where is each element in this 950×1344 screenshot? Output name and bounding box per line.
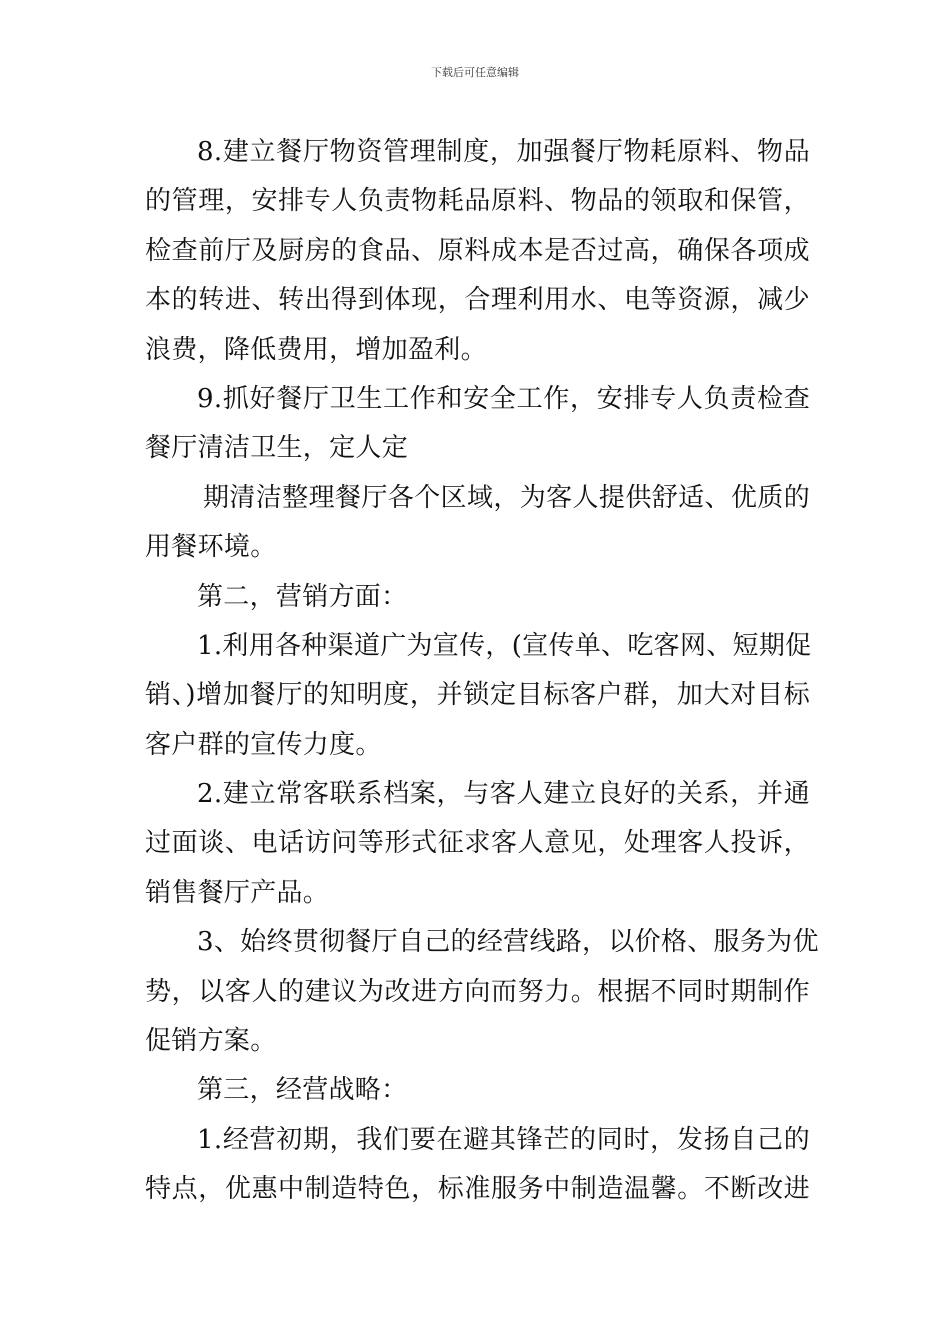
text-line: 销、)增加餐厅的知明度，并锁定目标客户群，加大对目标 (145, 680, 810, 711)
text-line: 过面谈、电话访问等形式征求客人意见，处理客人投诉， (145, 828, 810, 859)
text-line: 3、始终贯彻餐厅自己的经营线路，以价格、服务为优 (197, 927, 819, 958)
text-line: 势，以客人的建议为改进方向而努力。根据不同时期制作 (145, 976, 810, 1007)
text-line: 浪费，降低费用，增加盈利。 (145, 334, 487, 365)
text-line: 9.抓好餐厅卫生工作和安全工作，安排专人负责检查 (197, 383, 810, 414)
text-line: 促销方案。 (145, 1026, 277, 1057)
document-body (145, 128, 819, 1215)
section-heading: 第二，营销方面： (197, 581, 408, 612)
text-line: 客户群的宣传力度。 (145, 729, 382, 760)
text-line: 的管理，安排专人负责物耗品原料、物品的领取和保管， (145, 186, 810, 217)
text-line: 本的转进、转出得到体现，合理利用水、电等资源，减少 (145, 285, 810, 316)
text-line: 特点，优惠中制造特色，标准服务中制造温馨。不断改进 (145, 1174, 810, 1205)
text-line: 期清洁整理餐厅各个区域，为客人提供舒适、优质的 (203, 482, 810, 513)
text-line: 1.经营初期，我们要在避其锋芒的同时，发扬自己的 (197, 1124, 810, 1155)
text-line: 销售餐厅产品。 (145, 877, 330, 908)
section-heading: 第三，经营战略： (197, 1075, 408, 1106)
text-line: 餐厅清洁卫生，定人定 (145, 433, 409, 464)
text-line: 检查前厅及厨房的食品、原料成本是否过高，确保各项成 (145, 235, 810, 266)
page-header: 下载后可任意编辑 (431, 66, 519, 79)
text-line: 1.利用各种渠道广为宣传，(宣传单、吃客网、短期促 (197, 630, 812, 661)
text-line: 8.建立餐厅物资管理制度，加强餐厅物耗原料、物品 (197, 137, 810, 167)
text-line: 2.建立常客联系档案，与客人建立良好的关系，并通 (197, 779, 810, 810)
text-line: 用餐环境。 (145, 532, 277, 563)
